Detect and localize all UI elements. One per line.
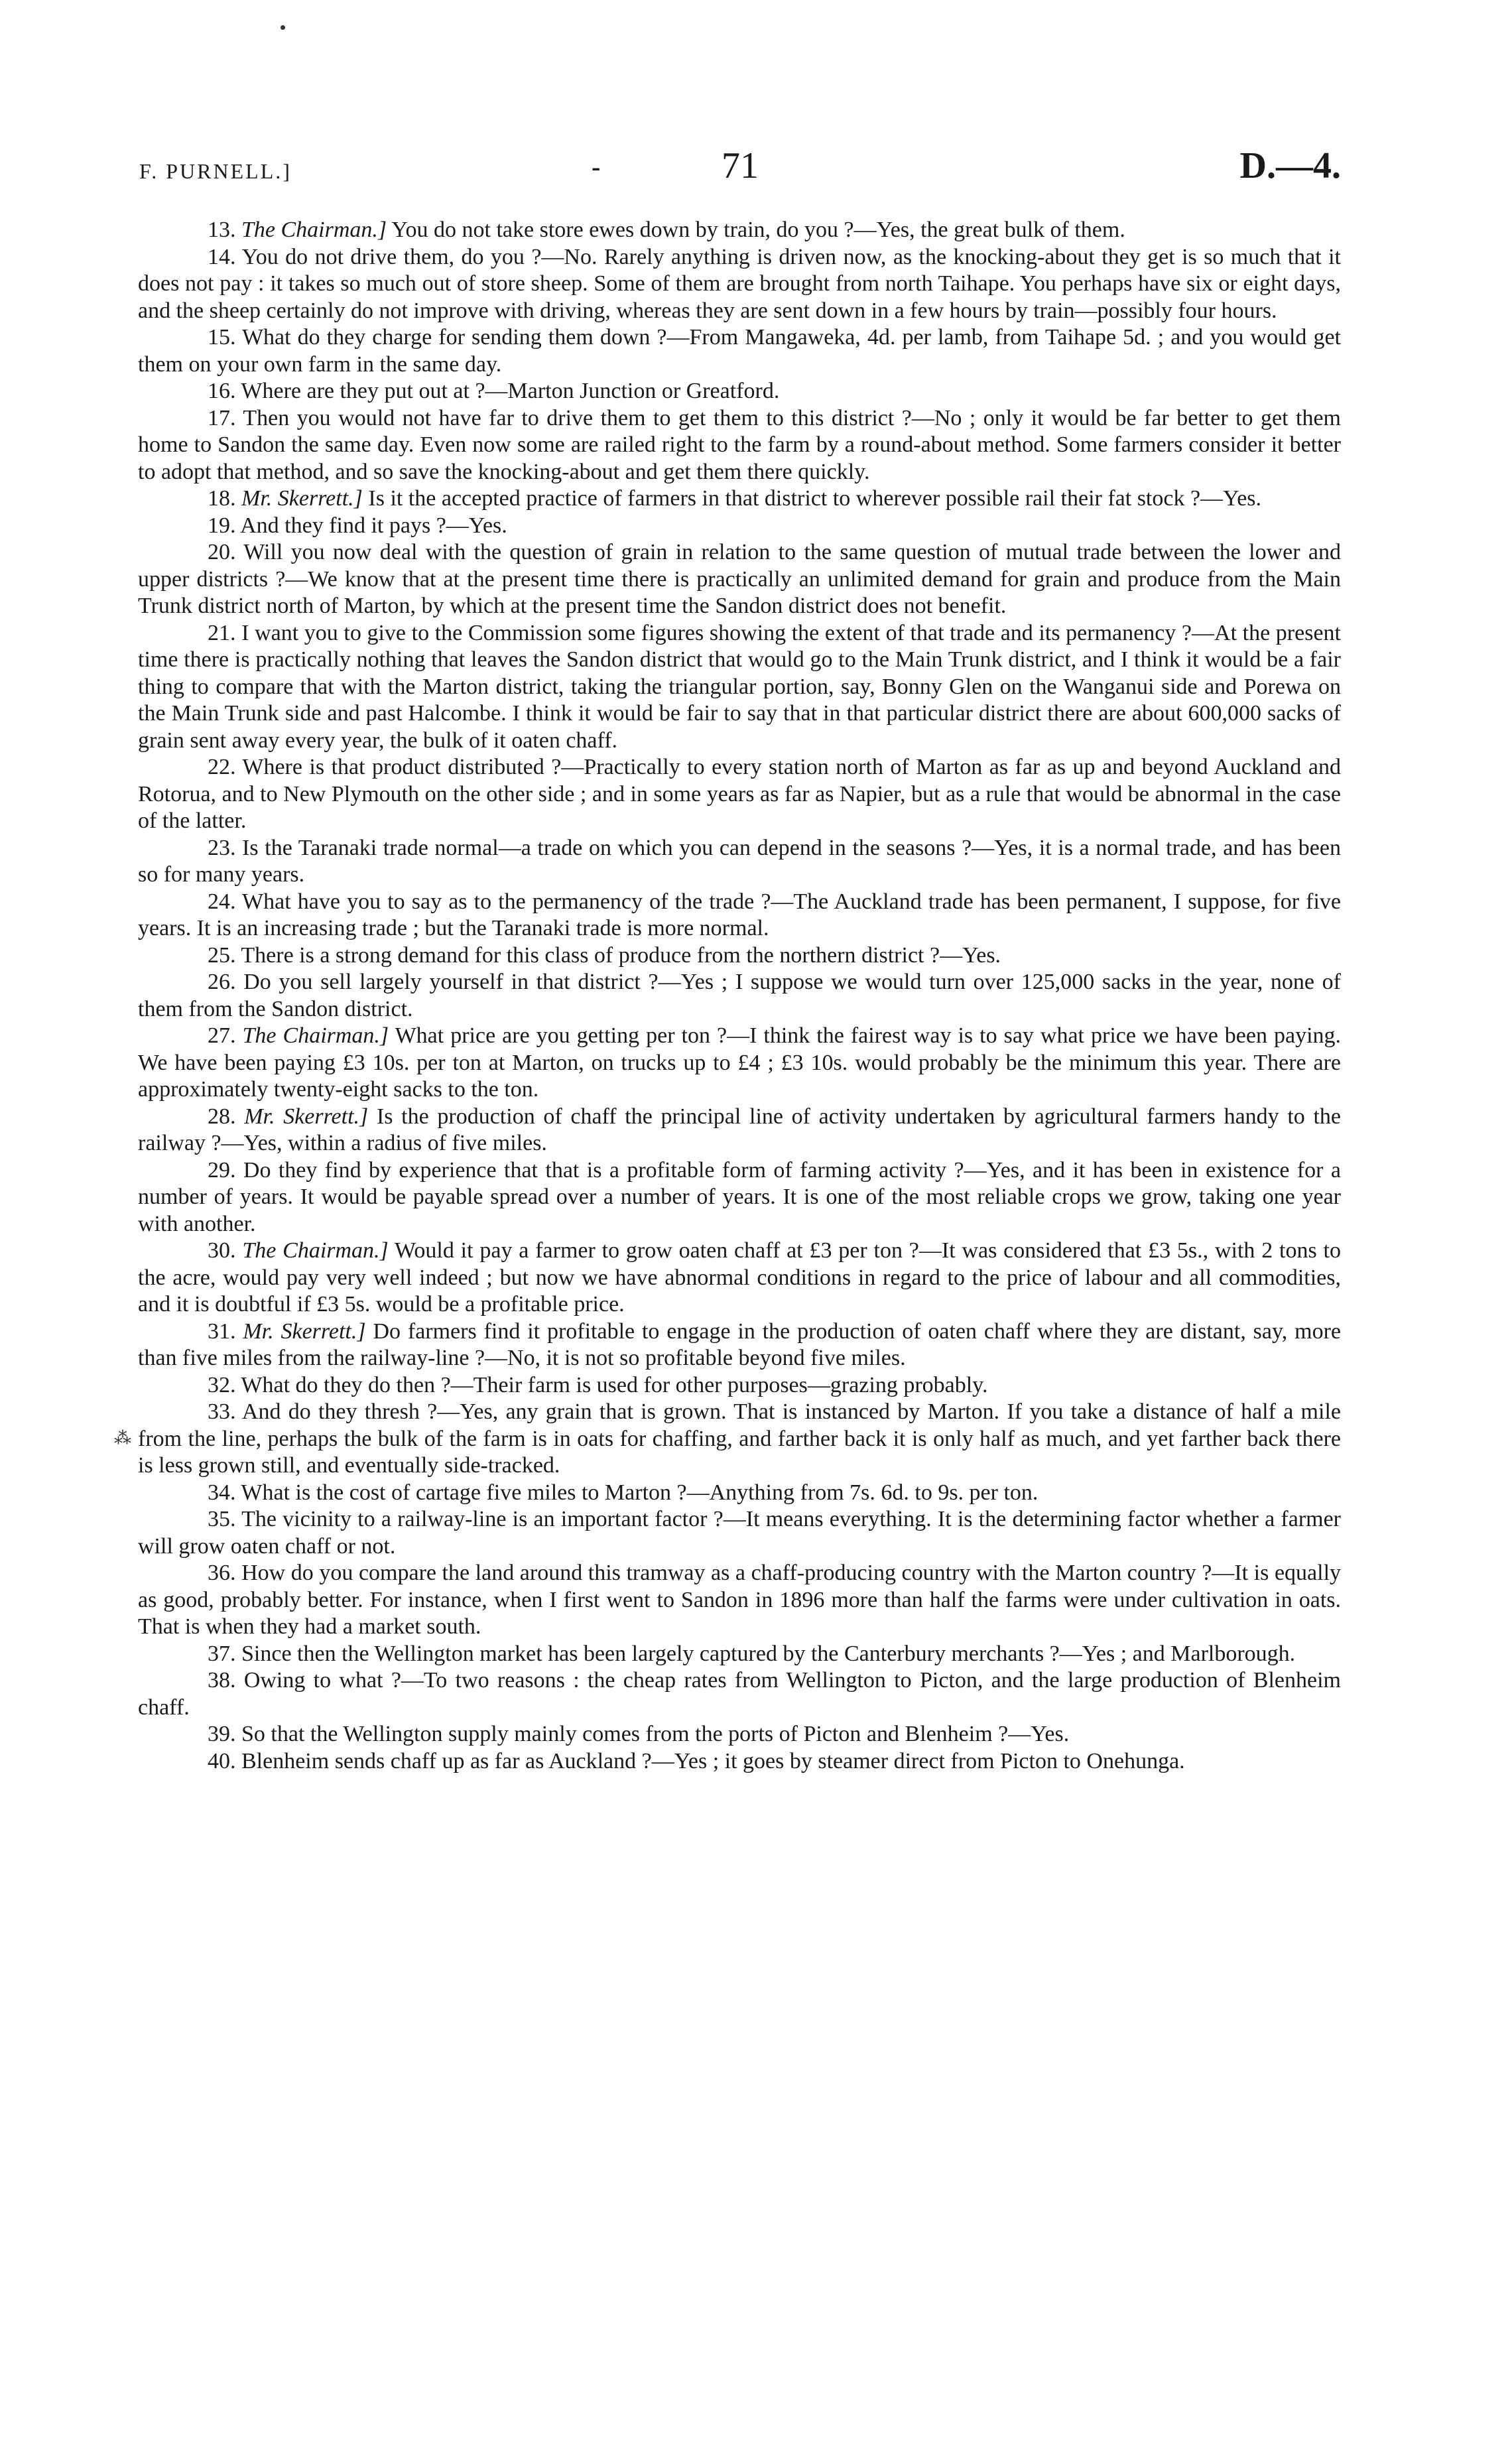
question-answer-text: Then you would not have far to drive them to get them to this district ?—No ; only it would be far better to get them home to Sandon the same day. Even now some are railed right to the farm by a round-about method. Some farmers consider it better to adopt that method, and so save the knocking-about and get them there quickly. [138,405,1341,484]
question-paragraph [138,1023,1341,1104]
testimony-body [138,217,1341,1775]
question-answer-text: What is the cost of cartage five miles to Marton ?—Anything from 7s. 6d. to 9s. per ton. [241,1480,1039,1505]
question-number: 40. [208,1748,236,1773]
question-number: 26. [208,970,236,994]
question-paragraph [138,1372,1341,1399]
question-number: 34. [208,1480,236,1505]
question-answer-text: Is it the accepted practice of farmers in that district to wherever possible rail their fat stock ?—Yes. [368,486,1262,511]
question-paragraph [138,1104,1341,1157]
header-dash: - [592,152,601,182]
question-number: 38. [208,1668,236,1693]
question-number: 15. [208,325,236,350]
speaker-label: Mr. Skerrett.] [244,1104,369,1129]
question-number: 14. [208,244,236,269]
speaker-label: The Chairman.] [242,1238,389,1263]
question-paragraph [138,1748,1341,1775]
question-paragraph [138,244,1341,325]
question-paragraph [138,1506,1341,1560]
margin-mark: ⁂ [114,1429,131,1448]
question-number: 29. [208,1157,236,1183]
question-number: 30. [208,1238,236,1263]
question-paragraph [138,1157,1341,1238]
question-answer-text: What do they charge for sending them down ?—From Mangaweka, 4d. per lamb, from Taihape 5d. ; and you would get them on your own farm in the same day. [138,325,1341,377]
ink-speck [281,25,285,30]
question-number: 28. [208,1104,236,1129]
question-number: 35. [208,1507,236,1531]
question-number: 31. [208,1318,236,1344]
document-reference: D.—4. [1239,145,1341,186]
question-number: 39. [208,1722,236,1746]
question-answer-text: Blenheim sends chaff up as far as Auckland ?—Yes ; it goes by steamer direct from Picton to Onehunga. [241,1748,1185,1773]
question-number: 32. [208,1372,236,1397]
question-answer-text: Do they find by experience that that is a profitable form of farming activity ?—Yes, and it has been in existence for a number of years. It would be payable spread over a number of years. It is one of the most reliable crops we grow, taking one year with another. [138,1157,1341,1236]
question-number: 22. [208,755,236,779]
question-number: 36. [208,1561,236,1585]
question-paragraph [138,754,1341,835]
question-paragraph [138,1238,1341,1318]
question-answer-text: Do farmers find it profitable to engage in the production of oaten chaff where they are distant, say, more than five miles from the railway-line ?—No, it is not so profitable beyond five miles. [138,1318,1342,1370]
question-answer-text: What price are you getting per ton ?—I think the fairest way is to say what price we have been paying. We have been paying £3 10s. per ton at Marton, on trucks up to £4 ; £3 10s. would probably be the minimum this year. There are approximately twenty-eight sacks to the ton. [138,1023,1342,1102]
question-number: 25. [208,942,236,968]
question-answer-text: You do not drive them, do you ?—No. Rarely anything is driven now, as the knocking-about they get is so much that it does not pay : it takes so much out of store sheep. Some of them are brought from north Taihape. You perhaps have six or eight days, and the sheep certainly do not improve with driving, whereas they are sent down in a few hours by train—possibly four hours. [138,244,1341,323]
question-paragraph [138,889,1341,942]
question-number: 27. [208,1023,236,1048]
question-paragraph [138,835,1341,889]
question-paragraph [138,405,1341,486]
question-number: 16. [208,379,236,403]
question-answer-text: How do you compare the land around this tramway as a chaff-producing country with the Marton country ?—It is equally as good, probably better. For instance, when I first went to Sandon in 1896 more than half the farms were under cultivation in oats. That is when they had a market south. [138,1561,1342,1639]
page-number: 71 [722,145,759,186]
question-answer-text: And do they thresh ?—Yes, any grain that is grown. That is instanced by Marton. If you take a distance of half a mile from the line, perhaps the bulk of the farm is in oats for chaffing, and farther back it is only half as much, and yet farther back there is less grown still, and eventually side-tracked. [138,1399,1341,1478]
question-paragraph [138,1560,1341,1641]
page-header [139,145,1341,198]
question-number: 21. [208,620,236,645]
question-paragraph [138,942,1341,970]
speaker-label: The Chairman.] [241,218,387,242]
question-number: 37. [208,1641,236,1666]
question-paragraph [138,1318,1341,1372]
speaker-label: Mr. Skerrett.] [243,1318,366,1344]
question-answer-text: And they find it pays ?—Yes. [240,513,507,538]
question-paragraph [138,539,1341,620]
question-number: 13. [208,218,236,242]
question-paragraph [138,485,1341,513]
question-number: 24. [208,889,236,914]
question-paragraph [138,969,1341,1023]
question-number: 18. [208,486,236,511]
question-answer-text: What have you to say as to the permanency of the trade ?—The Auckland trade has been permanent, I suppose, for five years. It is an increasing trade ; but the Taranaki trade is more normal. [138,889,1341,940]
speaker-label: Mr. Skerrett.] [241,486,363,511]
question-paragraph [138,513,1341,540]
question-answer-text: Owing to what ?—To two reasons : the cheap rates from Wellington to Picton, and the large production of Blenheim chaff. [138,1668,1341,1720]
question-answer-text: Since then the Wellington market has been largely captured by the Canterbury merchants ?—Yes ; and Marlborough. [241,1641,1296,1666]
question-paragraph [138,1721,1341,1748]
question-answer-text: The vicinity to a railway-line is an important factor ?—It means everything. It is the determining factor whether a farmer will grow oaten chaff or not. [138,1507,1341,1559]
question-answer-text: Would it pay a farmer to grow oaten chaff at £3 per ton ?—It was considered that £3 5s., with 2 tons to the acre, would pay very well indeed ; but now we have abnormal conditions in regard to the price of labour and all commodities, and it is doubtful if £3 5s. would be a profitable price. [138,1238,1342,1317]
question-paragraph [138,378,1341,405]
question-paragraph [138,1641,1341,1668]
question-answer-text: Where are they put out at ?—Marton Junction or Greatford. [241,379,780,403]
question-answer-text: Will you now deal with the question of grain in relation to the same question of mutual trade between the lower and upper districts ?—We know that at the present time there is practically an unlimited demand for grain and produce from the Main Trunk district north of Marton, by which at the present time the Sandon district does not benefit. [138,540,1341,618]
question-answer-text: You do not take store ewes down by train, do you ?—Yes, the great bulk of them. [391,218,1125,242]
question-paragraph [138,620,1341,755]
question-answer-text: Is the Taranaki trade normal—a trade on which you can depend in the seasons ?—Yes, it is a normal trade, and has been so for many years. [138,835,1341,887]
question-paragraph [138,324,1341,378]
question-paragraph [138,1667,1341,1721]
question-paragraph [138,1480,1341,1507]
speaker-label: The Chairman.] [242,1023,389,1048]
question-answer-text: Do you sell largely yourself in that district ?—Yes ; I suppose we would turn over 125,000 sacks in the year, none of them from the Sandon district. [138,970,1342,1021]
question-paragraph [138,1399,1341,1480]
witness-name: F. PURNELL.] [139,159,292,183]
question-answer-text: I want you to give to the Commission some figures showing the extent of that trade and its permanency ?—At the present time there is practically nothing that leaves the Sandon district that would go to the Main Trunk district, and I think it would be a fair thing to compare that with the Marton district, taking the triangular portion, say, Bonny Glen on the Wanganui side and Porewa on the Main Trunk side and past Halcombe. I think it would be fair to say that in that particular district there are about 600,000 sacks of grain sent away every year, the bulk of it oaten chaff. [138,620,1341,753]
question-number: 17. [208,405,236,430]
question-number: 19. [208,513,236,538]
question-paragraph [138,217,1341,244]
question-answer-text: There is a strong demand for this class of produce from the northern district ?—Yes. [241,942,1001,968]
question-answer-text: Where is that product distributed ?—Practically to every station north of Marton as far as up and beyond Auckland and Rotorua, and to New Plymouth on the other side ; and in some years as far as Napier, but as a rule that would be abnormal in the case of the latter. [138,755,1341,833]
question-number: 20. [208,540,236,564]
question-number: 33. [208,1399,236,1424]
question-answer-text: What do they do then ?—Their farm is used for other purposes—grazing probably. [241,1372,988,1397]
question-number: 23. [208,835,236,860]
question-answer-text: Is the production of chaff the principal line of activity undertaken by agricultural farmers handy to the railway ?—Yes, within a radius of five miles. [138,1104,1342,1155]
question-answer-text: So that the Wellington supply mainly comes from the ports of Picton and Blenheim ?—Yes. [241,1722,1070,1746]
